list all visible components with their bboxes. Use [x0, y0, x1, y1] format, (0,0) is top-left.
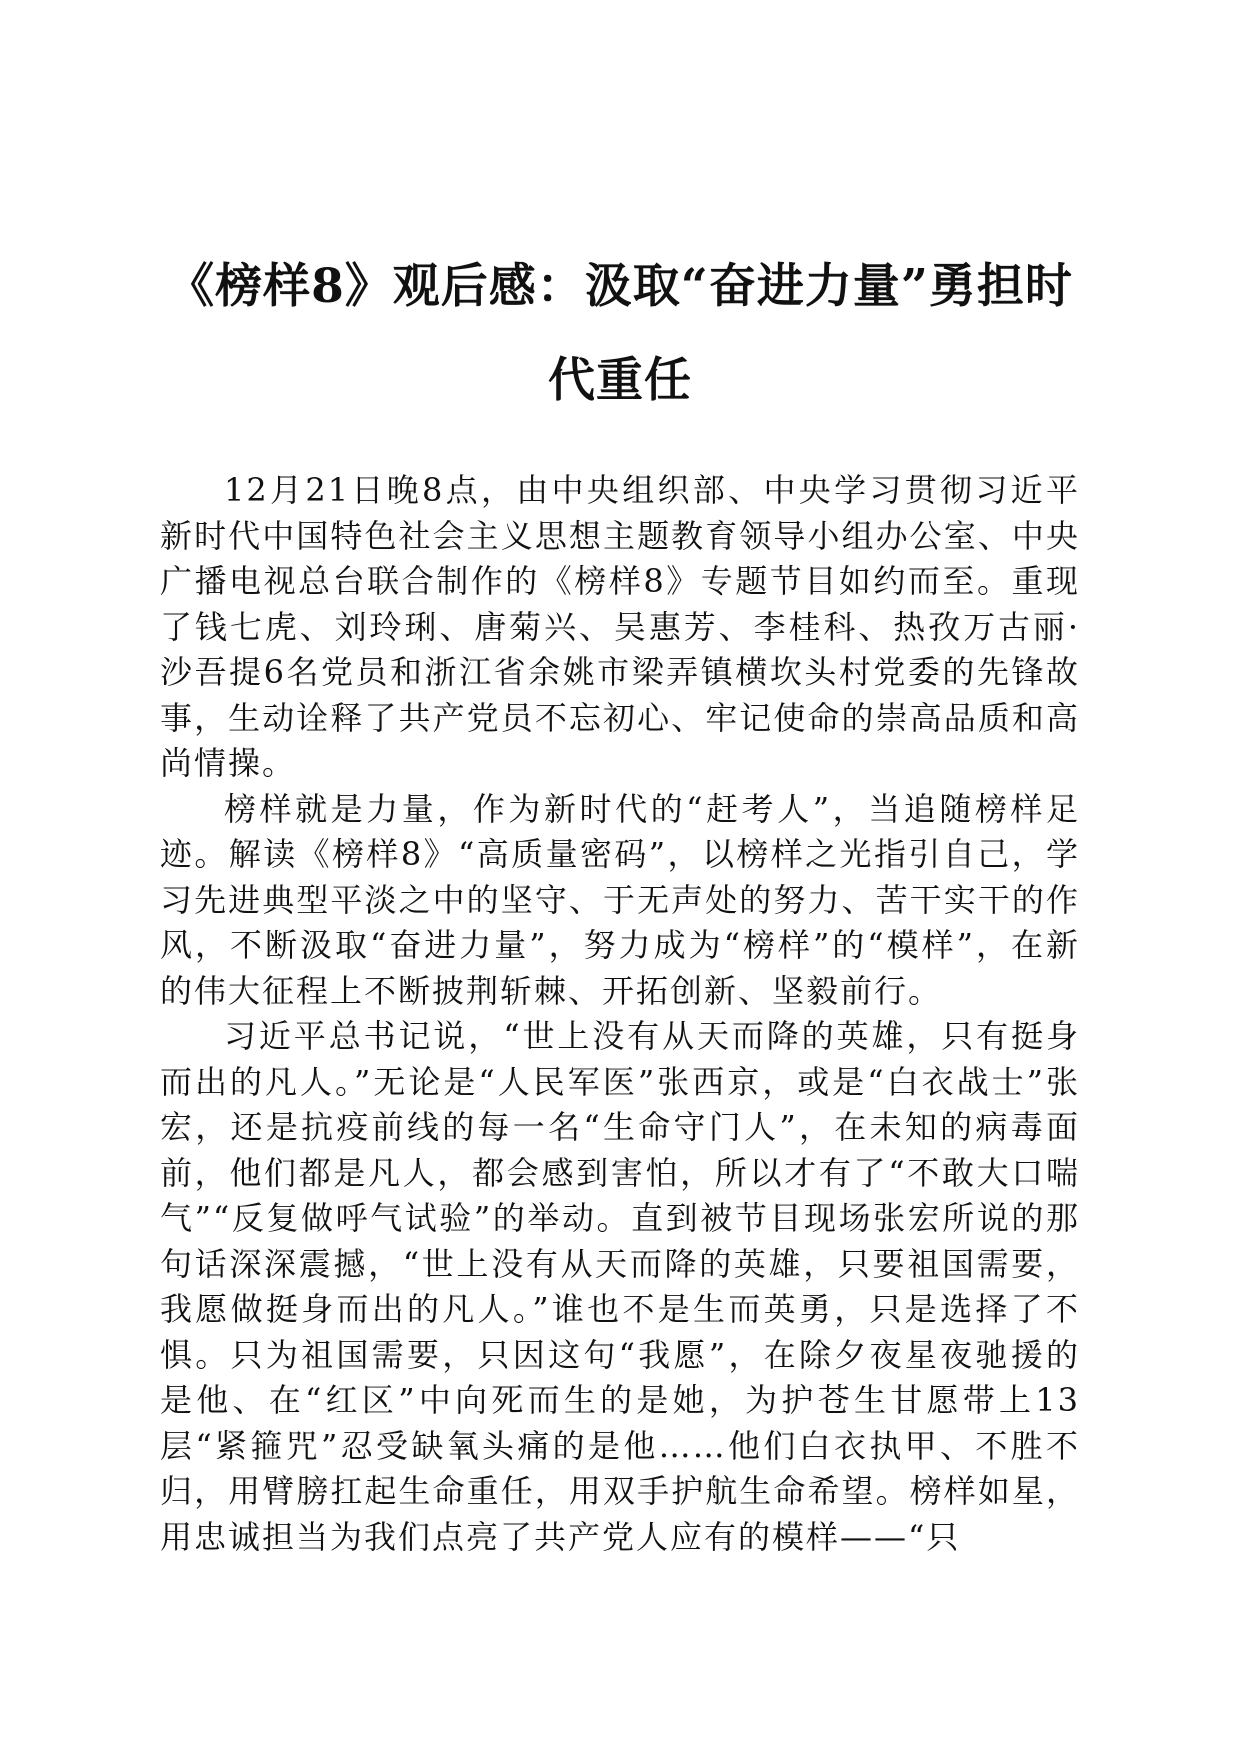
paragraph-1: 12月21日晚8点，由中央组织部、中央学习贯彻习近平新时代中国特色社会主义思想主题教育领导小组办公室、中央广播电视总台联合制作的《榜样8》专题节目如约而至。重现了钱七虎、刘玲琍、唐菊兴、吴惠芳、李桂科、热孜万古丽·沙吾提6名党员和浙江省余姚市梁弄镇横坎头村党委的先锋故事，生动诠释了共产党员不忘初心、牢记使命的崇高品质和高尚情操。: [160, 471, 1080, 782]
title-line-1: 《榜样8》观后感：汲取“奋进力量”勇担时: [167, 259, 1073, 314]
paragraph-3: 习近平总书记说，“世上没有从天而降的英雄，只有挺身而出的凡人。”无论是“人民军医”张西京，或是“白衣战士”张宏，还是抗疫前线的每一名“生命守门人”，在未知的病毒面前，他们都是凡人，都会感到害怕，所以才有了“不敢大口喘气”“反复做呼气试验”的举动。直到被节目现场张宏所说的那句话深深震撼，“世上没有从天而降的英雄，只要祖国需要，我愿做挺身而出的凡人。”谁也不是生而英勇，只是选择了不惧。只为祖国需要，只因这句“我愿”，在除夕夜星夜驰援的是他、在“红区”中向死而生的是她，为护苍生甘愿带上13层“紧箍咒”忍受缺氧头痛的是他……他们白衣执甲、不胜不归，用臂膀扛起生命重任，用双手护航生命希望。榜样如星，用忠诚担当为我们点亮了共产党人应有的模样——“只: [160, 1017, 1080, 1556]
title-line-2: 代重任: [548, 353, 692, 408]
paragraph-2: 榜样就是力量，作为新时代的“赶考人”，当追随榜样足迹。解读《榜样8》“高质量密码”，以榜样之光指引自己，学习先进典型平淡之中的坚守、于无声处的努力、苦干实干的作风，不断汲取“奋进力量”，努力成为“榜样”的“模样”，在新的伟大征程上不断披荆斩棘、开拓创新、坚毅前行。: [160, 789, 1080, 1010]
document-title: [130, 240, 1110, 428]
document-body: [160, 468, 1080, 1560]
